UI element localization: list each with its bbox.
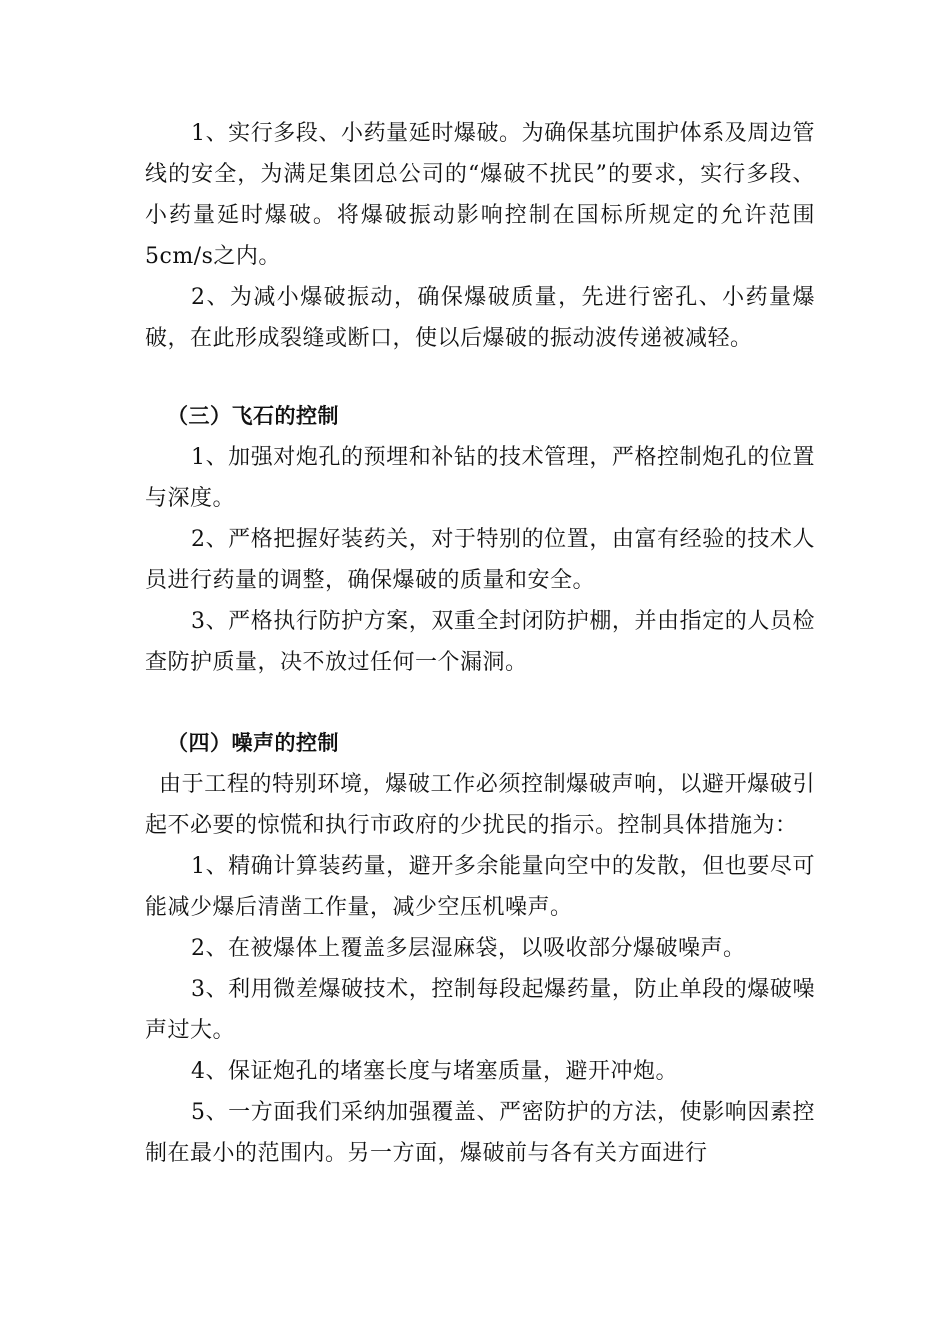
section-noise-control — [145, 723, 815, 1174]
paragraph-multi-stage-blasting: 1、实行多段、小药量延时爆破。为确保基坑围护体系及周边管线的安全，为满足集团总公司的“爆破不扰民”的要求，实行多段、小药量延时爆破。将爆破振动影响控制在国标所规定的允许范围5cm/s之内。 — [145, 121, 815, 269]
paragraph-reduce-vibration: 2、为减小爆破振动，确保爆破质量，先进行密孔、小药量爆破，在此形成裂缝或断口，使以后爆破的振动波传递被减轻。 — [145, 285, 815, 351]
paragraph-noise-1: 1、精确计算装药量，避开多余能量向空中的发散，但也要尽可能减少爆后清凿工作量，减少空压机噪声。 — [145, 854, 815, 920]
paragraph-noise-intro: 由于工程的特别环境，爆破工作必须控制爆破声响，以避开爆破引起不必要的惊慌和执行市政府的少扰民的指示。控制具体措施为： — [145, 772, 815, 838]
paragraph-noise-4: 4、保证炮孔的堵塞长度与堵塞质量，避开冲炮。 — [191, 1059, 678, 1084]
section-vibration-measures — [145, 113, 815, 359]
paragraph-noise-2: 2、在被爆体上覆盖多层湿麻袋，以吸收部分爆破噪声。 — [191, 936, 746, 961]
paragraph-flyrock-3: 3、严格执行防护方案，双重全封闭防护棚，并由指定的人员检查防护质量，决不放过任何一个漏洞。 — [145, 609, 815, 675]
paragraph-noise-5: 5、一方面我们采纳加强覆盖、严密防护的方法，使影响因素控制在最小的范围内。另一方面，爆破前与各有关方面进行 — [145, 1100, 815, 1166]
paragraph-noise-3: 3、利用微差爆破技术，控制每段起爆药量，防止单段的爆破噪声过大。 — [145, 977, 815, 1043]
section-heading-noise: （四）噪声的控制 — [167, 731, 339, 755]
section-heading-flyrock: （三）飞石的控制 — [167, 404, 339, 428]
paragraph-flyrock-2: 2、严格把握好装药关，对于特别的位置，由富有经验的技术人员进行药量的调整，确保爆破的质量和安全。 — [145, 527, 815, 593]
paragraph-flyrock-1: 1、加强对炮孔的预埋和补钻的技术管理，严格控制炮孔的位置与深度。 — [145, 445, 815, 511]
section-flyrock-control — [145, 396, 815, 683]
